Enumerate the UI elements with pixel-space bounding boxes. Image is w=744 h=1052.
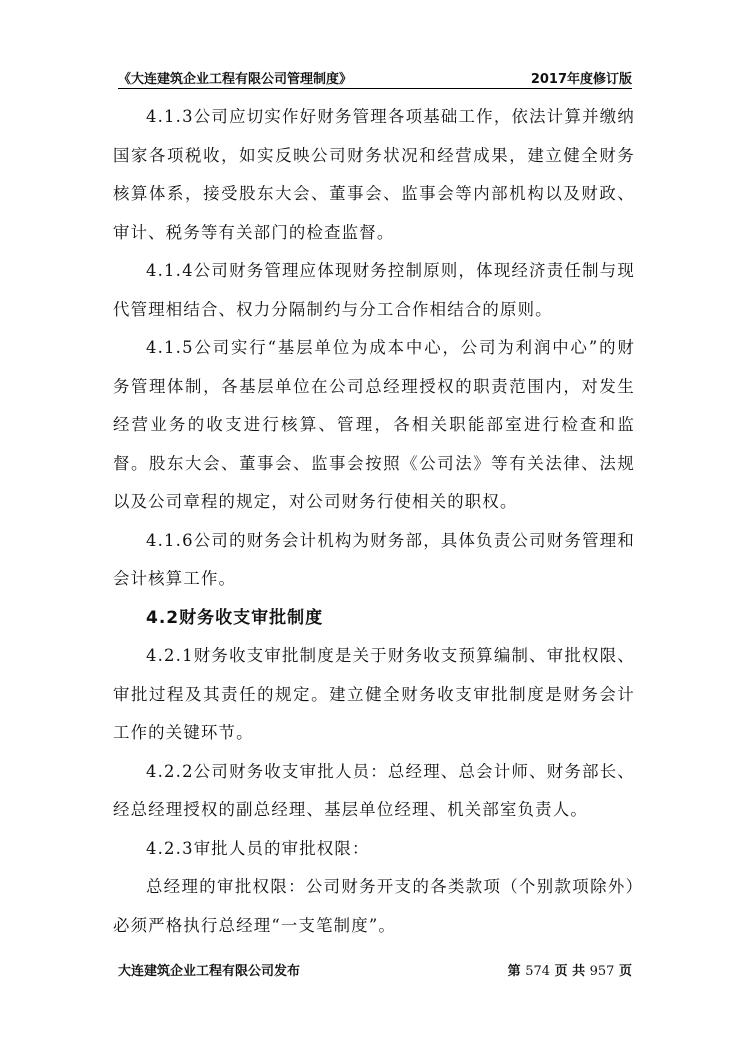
page-total: 957 <box>589 964 615 979</box>
page-mid: 页 共 <box>554 964 586 979</box>
page-footer <box>118 960 632 980</box>
paragraph-4-1-5: 4.1.5公司实行“基层单位为成本中心，公司为利润中心”的财务管理体制，各基层单位在公司总经理授权的职责范围内，对发生经营业务的收支进行核算、管理，各相关职能部室进行检查和监督。股东大会、董事会、监事会按照《公司法》等有关法律、法规以及公司章程的规定，对公司财务行使相关的职权。 <box>113 338 635 511</box>
paragraph-4-1-3: 4.1.3公司应切实作好财务管理各项基础工作，依法计算并缴纳国家各项税收，如实反映公司财务状况和经营成果，建立健全财务核算体系，接受股东大会、董事会、监事会等内部机构以及财政、审计、税务等有关部门的检查监督。 <box>113 107 635 242</box>
page-suffix: 页 <box>618 964 632 979</box>
header-edition: 2017年度修订版 <box>530 72 632 87</box>
page-counter <box>508 960 632 979</box>
paragraph-4-2-3: 4.2.3审批人员的审批权限： <box>146 838 370 858</box>
page-current: 574 <box>525 964 551 979</box>
header-title: 《大连建筑企业工程有限公司管理制度》 <box>118 72 353 87</box>
paragraph-4-2-1: 4.2.1财务收支审批制度是关于财务收支预算编制、审批权限、审批过程及其责任的规定。建立健全财务收支审批制度是财务会计工作的关键环节。 <box>113 646 635 742</box>
page-prefix: 第 <box>507 964 521 979</box>
document-body <box>113 98 635 945</box>
section-heading-4-2: 4.2财务收支审批制度 <box>146 607 324 628</box>
footer-publisher: 大连建筑企业工程有限公司发布 <box>118 964 301 979</box>
paragraph-4-2-2: 4.2.2公司财务收支审批人员：总经理、总会计师、财务部长、经总经理授权的副总经理、基层单位经理、机关部室负责人。 <box>113 761 635 819</box>
paragraph-4-1-6: 4.1.6公司的财务会计机构为财务部，具体负责公司财务管理和会计核算工作。 <box>113 530 635 588</box>
page-header <box>118 68 632 89</box>
paragraph-gm-authority: 总经理的审批权限：公司财务开支的各类款项（个别款项除外）必须严格执行总经理“一支笔制度”。 <box>113 877 635 935</box>
paragraph-4-1-4: 4.1.4公司财务管理应体现财务控制原则，体现经济责任制与现代管理相结合、权力分隔制约与分工合作相结合的原则。 <box>113 261 635 319</box>
